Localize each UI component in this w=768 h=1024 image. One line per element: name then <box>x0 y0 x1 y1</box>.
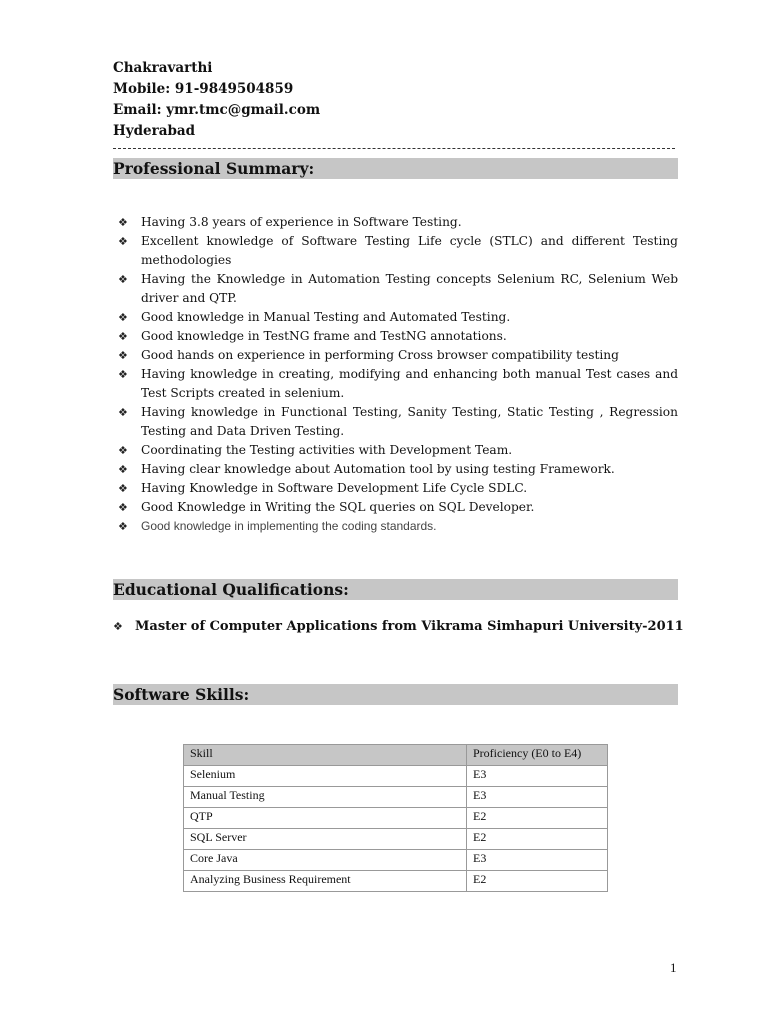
skill-cell: Selenium <box>184 766 467 787</box>
column-header-proficiency: Proficiency (E0 to E4) <box>467 745 608 766</box>
list-item: ❖ Having knowledge in creating, modifying and enhancing both manual Test cases and Test Scripts created in selenium. <box>118 367 678 400</box>
list-item: ❖ Good knowledge in Manual Testing and Automated Testing. <box>113 308 678 327</box>
diamond-bullet-icon: ❖ <box>118 406 128 419</box>
list-item: ❖ Having the Knowledge in Automation Testing concepts Selenium RC, Selenium Web driver and QTP. <box>118 272 678 305</box>
diamond-bullet-icon: ❖ <box>118 444 128 457</box>
diamond-bullet-icon: ❖ <box>118 311 128 324</box>
skills-table <box>183 744 608 892</box>
proficiency-cell: E3 <box>467 850 608 871</box>
list-item: ❖ Having Knowledge in Software Development Life Cycle SDLC. <box>113 479 678 498</box>
diamond-bullet-icon: ❖ <box>118 330 128 343</box>
mobile-number: Mobile: 91-9849504859 <box>113 81 294 97</box>
table-row <box>184 850 608 871</box>
email-address: Email: ymr.tmc@gmail.com <box>113 102 321 118</box>
diamond-bullet-icon: ❖ <box>118 235 128 248</box>
diamond-bullet-icon: ❖ <box>118 501 128 514</box>
skill-cell: QTP <box>184 808 467 829</box>
skill-cell: SQL Server <box>184 829 467 850</box>
column-header-skill: Skill <box>184 745 467 766</box>
list-item: ❖ Good hands on experience in performing Cross browser compatibility testing <box>113 346 678 365</box>
diamond-bullet-icon: ❖ <box>113 620 123 633</box>
proficiency-cell: E2 <box>467 829 608 850</box>
proficiency-cell: E2 <box>467 871 608 892</box>
list-item: ❖ Excellent knowledge of Software Testing Life cycle (STLC) and different Testing methodologies <box>118 234 678 267</box>
table-row <box>184 871 608 892</box>
candidate-name: Chakravarthi <box>113 60 213 76</box>
diamond-bullet-icon: ❖ <box>118 520 128 533</box>
diamond-bullet-icon: ❖ <box>118 273 128 286</box>
education-item: ❖ Master of Computer Applications from Vikrama Simhapuri University-2011 <box>113 619 684 634</box>
diamond-bullet-icon: ❖ <box>118 463 128 476</box>
table-row <box>184 808 608 829</box>
list-item: ❖ Good knowledge in TestNG frame and TestNG annotations. <box>113 327 678 346</box>
table-row <box>184 787 608 808</box>
list-item: ❖ Having clear knowledge about Automation tool by using testing Framework. <box>113 460 678 479</box>
table-header-row <box>184 745 608 766</box>
list-item: ❖ Having 3.8 years of experience in Software Testing. <box>113 213 678 232</box>
skill-cell: Manual Testing <box>184 787 467 808</box>
proficiency-cell: E2 <box>467 808 608 829</box>
diamond-bullet-icon: ❖ <box>118 216 128 229</box>
diamond-bullet-icon: ❖ <box>118 368 128 381</box>
list-item: ❖ Good Knowledge in Writing the SQL queries on SQL Developer. <box>113 498 678 517</box>
table-row <box>184 829 608 850</box>
skill-cell: Core Java <box>184 850 467 871</box>
proficiency-cell: E3 <box>467 787 608 808</box>
diamond-bullet-icon: ❖ <box>118 482 128 495</box>
list-item: ❖ Good knowledge in implementing the coding standards. <box>113 517 678 536</box>
section-heading-education: Educational Qualifications: <box>113 579 678 600</box>
page-number: 1 <box>670 960 677 975</box>
skill-cell: Analyzing Business Requirement <box>184 871 467 892</box>
section-heading-summary: Professional Summary: <box>113 158 678 179</box>
proficiency-cell: E3 <box>467 766 608 787</box>
location: Hyderabad <box>113 123 196 139</box>
contact-block <box>113 58 320 142</box>
list-item: ❖ Coordinating the Testing activities with Development Team. <box>113 441 678 460</box>
table-row <box>184 766 608 787</box>
list-item: ❖ Having knowledge in Functional Testing, Sanity Testing, Static Testing , Regression Testing and Data Driven Testing. <box>118 405 678 438</box>
divider-line <box>113 148 675 149</box>
section-heading-skills: Software Skills: <box>113 684 678 705</box>
summary-list <box>113 213 678 536</box>
diamond-bullet-icon: ❖ <box>118 349 128 362</box>
